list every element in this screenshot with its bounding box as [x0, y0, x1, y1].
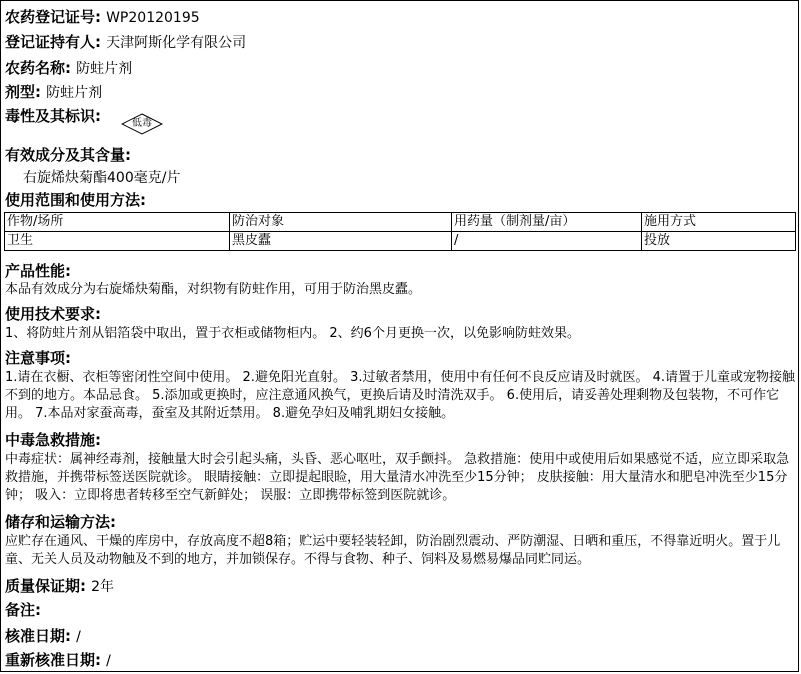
- table-row: [5, 232, 796, 251]
- usage-table: [4, 212, 796, 251]
- reapproval-value: /: [106, 653, 111, 669]
- cell-dosage: /: [452, 232, 642, 251]
- ingredients-label: 有效成分及其含量:: [5, 146, 131, 164]
- shelf-value: 2年: [91, 579, 115, 595]
- firstaid-text: 中毒症状：属神经毒剂，接触量大时会引起头痛，头昏、恶心呕吐，双手颤抖。 急救措施：使用中或使用后如果感觉不适，应立即采取急救措施，并携带标签送医院就诊。 眼睛接触：立即提起眼睑，用大量清水冲洗至少15分钟； 皮肤接触：用大量清水和肥皂冲洗至少15分钟； 吸入：立即将患者转移至空气新鲜处； 误服：立即携带标签到医院就诊。: [5, 452, 790, 503]
- header-dosage: 用药量（制剂量/亩）: [452, 213, 642, 232]
- toxicity-row: [5, 105, 101, 127]
- cell-method: 投放: [642, 232, 796, 251]
- reapproval-row: [5, 649, 111, 672]
- firstaid-heading: 中毒急救措施:: [5, 431, 101, 449]
- approval-row: [5, 625, 81, 648]
- low-toxicity-badge: [121, 113, 163, 135]
- ingredients-value-row: [23, 166, 180, 189]
- notes-heading: 注意事项:: [5, 349, 71, 367]
- tech-heading: 使用技术要求:: [5, 305, 101, 323]
- formulation-label: 剂型:: [5, 83, 41, 101]
- name-value: 防蛀片剂: [76, 61, 133, 77]
- reapproval-label: 重新核准日期:: [5, 651, 101, 669]
- approval-label: 核准日期:: [5, 627, 71, 645]
- header-crop: 作物/场所: [5, 213, 230, 232]
- name-row: [5, 57, 132, 80]
- formulation-value: 防蛀片剂: [46, 85, 103, 101]
- reg-no-row: [5, 6, 200, 29]
- shelf-row: [5, 575, 114, 598]
- shelf-label: 质量保证期:: [5, 577, 86, 595]
- remarks-row: [5, 599, 41, 622]
- performance-text: 本品有效成分为右旋烯炔菊酯，对织物有防蛀作用，可用于防治黑皮蠹。: [5, 282, 422, 297]
- approval-value: /: [76, 629, 81, 645]
- storage-text: 应贮存在通风、干燥的库房中，存放高度不超8箱；贮运中要轻装轻卸，防治剧烈震动、严防潮湿、日晒和重压，不得靠近明火。置于儿童、无关人员及动物触及不到的地方，并加锁保存。不得与食物、种子、饲料及易燃易爆品同贮同运。: [5, 534, 781, 567]
- remarks-label: 备注:: [5, 601, 41, 619]
- toxicity-badge-text: 低毒: [132, 118, 152, 129]
- reg-no-value: WP20120195: [106, 10, 200, 26]
- toxicity-label: 毒性及其标识:: [5, 107, 101, 125]
- holder-row: [5, 31, 246, 54]
- ingredients-value: 右旋烯炔菊酯400毫克/片: [23, 170, 181, 186]
- holder-label: 登记证持有人:: [5, 33, 101, 51]
- holder-value: 天津阿斯化学有限公司: [106, 35, 247, 51]
- storage-heading: 储存和运输方法:: [5, 513, 116, 531]
- header-target: 防治对象: [230, 213, 452, 232]
- performance-heading: 产品性能:: [5, 262, 71, 280]
- name-label: 农药名称:: [5, 59, 71, 77]
- notes-text: 1.请在衣橱、衣柜等密闭性空间中使用。 2.避免阳光直射。 3.过敏者禁用，使用中有任何不良反应请及时就医。 4.请置于儿童或宠物接触不到的地方。本品忌食。 5.添加或更换时，应注意通风换气，更换后请及时清洗双手。 6.使用后，请妥善处理剩物及包装物，不可作它用。 7.本品对家蚕高毒，蚕室及其附近禁用。 8.避免孕妇及哺乳期妇女接触。: [5, 370, 796, 421]
- reg-no-label: 农药登记证号:: [5, 8, 101, 26]
- header-method: 施用方式: [642, 213, 796, 232]
- cell-target: 黑皮蠹: [230, 232, 452, 251]
- ingredients-row: [5, 144, 131, 166]
- tech-text: 1、将防蛀片剂从铝箔袋中取出，置于衣柜或储物柜内。 2、约6个月更换一次，以免影响防蛀效果。: [5, 326, 580, 341]
- table-header-row: [5, 213, 796, 232]
- formulation-row: [5, 81, 102, 104]
- usage-heading: 使用范围和使用方法:: [5, 191, 146, 209]
- cell-crop: 卫生: [5, 232, 230, 251]
